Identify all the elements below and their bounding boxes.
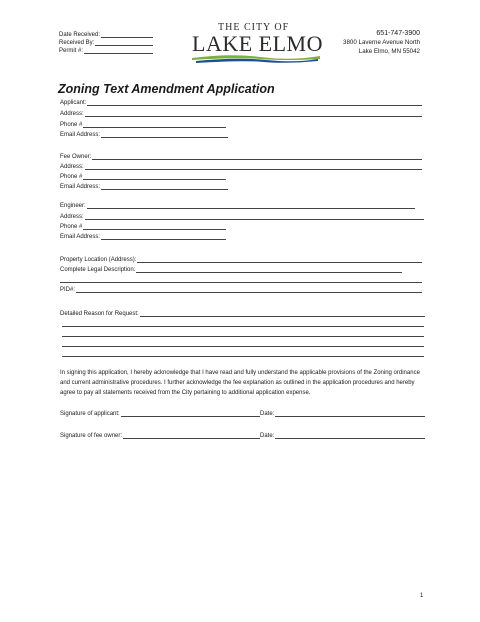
engineer-address-field[interactable] <box>60 212 424 220</box>
logo-top-text: THE CITY OF <box>218 22 290 33</box>
applicant-email-field[interactable] <box>60 130 228 138</box>
engineer-field[interactable] <box>60 201 415 209</box>
logo-waves-icon <box>190 53 322 65</box>
fee-owner-phone-field[interactable] <box>60 172 226 180</box>
fee-owner-label: Fee Owner: <box>60 154 92 160</box>
reason-field[interactable] <box>60 309 425 317</box>
fee-owner-field[interactable] <box>60 152 422 160</box>
property-location-field[interactable] <box>60 255 422 263</box>
engineer-phone-label: Phone # <box>60 224 83 230</box>
reason-label: Detailed Reason for Request: <box>60 311 139 317</box>
logo-main-text: LAKE ELMO <box>192 31 323 56</box>
owner-signature-row <box>60 431 425 439</box>
fee-owner-email-label: Email Address: <box>60 184 101 190</box>
pid-label: PID#: <box>60 287 76 293</box>
owner-signature-label: Signature of fee owner: <box>60 433 123 439</box>
fee-owner-email-field[interactable] <box>60 182 228 190</box>
contact-phone: 651-747-3900 <box>376 30 420 37</box>
received-by-field[interactable] <box>59 38 153 46</box>
applicant-address-label: Address: <box>60 111 84 117</box>
engineer-label: Engineer: <box>60 203 86 209</box>
fee-owner-address-label: Address: <box>60 164 84 170</box>
applicant-email-label: Email Address: <box>60 132 101 138</box>
legal-description-label: Complete Legal Description: <box>60 267 136 273</box>
city-contact <box>343 29 420 56</box>
applicant-signature-label: Signature of applicant: <box>60 411 120 417</box>
applicant-address-field[interactable] <box>60 109 422 117</box>
contact-city: Lake Elmo, MN 55042 <box>358 48 420 55</box>
page-number: 1 <box>420 593 424 599</box>
fee-owner-address-field[interactable] <box>60 162 422 170</box>
legal-description-field[interactable] <box>60 265 402 273</box>
applicant-date-label: Date: <box>260 411 275 417</box>
fee-owner-phone-label: Phone # <box>60 174 83 180</box>
reason-line[interactable] <box>62 319 424 327</box>
property-location-label: Property Location (Address): <box>60 257 137 263</box>
pid-field[interactable] <box>60 285 422 293</box>
engineer-phone-field[interactable] <box>60 222 226 230</box>
engineer-email-field[interactable] <box>60 232 226 240</box>
owner-date-label: Date: <box>260 433 275 439</box>
owner-date-field[interactable] <box>260 431 425 439</box>
permit-number-field[interactable] <box>59 46 153 54</box>
engineer-email-label: Email Address: <box>60 234 101 240</box>
contact-street: 3800 Laverne Avenue North <box>343 39 420 46</box>
acknowledgement-text: In signing this application, I hereby acknowledge that I have read and fully understand the applicable provisions of the Zoning ordinance and current administrative procedures. I further acknowledge the fee explanation as outlined in the application procedures and hereby agree to pay all statements received from the City pertaining to additional application expense. <box>60 370 420 396</box>
permit-number-label: Permit #: <box>59 48 84 54</box>
received-by-label: Received By: <box>59 40 95 46</box>
applicant-phone-label: Phone # <box>60 122 83 128</box>
applicant-phone-field[interactable] <box>60 120 226 128</box>
applicant-date-field[interactable] <box>260 409 425 417</box>
legal-description-line[interactable] <box>60 275 422 283</box>
page-title: Zoning Text Amendment Application <box>58 82 275 96</box>
city-logo <box>190 22 322 66</box>
date-received-label: Date Received: <box>59 32 101 38</box>
date-received-field[interactable] <box>59 30 153 38</box>
applicant-signature-field[interactable] <box>60 409 260 417</box>
owner-signature-field[interactable] <box>60 431 260 439</box>
reason-line[interactable] <box>62 349 424 357</box>
applicant-label: Applicant: <box>60 100 87 106</box>
applicant-field[interactable] <box>60 98 422 106</box>
reason-line[interactable] <box>62 329 424 337</box>
engineer-address-label: Address: <box>60 214 84 220</box>
reason-line[interactable] <box>62 339 424 347</box>
applicant-signature-row <box>60 409 425 417</box>
